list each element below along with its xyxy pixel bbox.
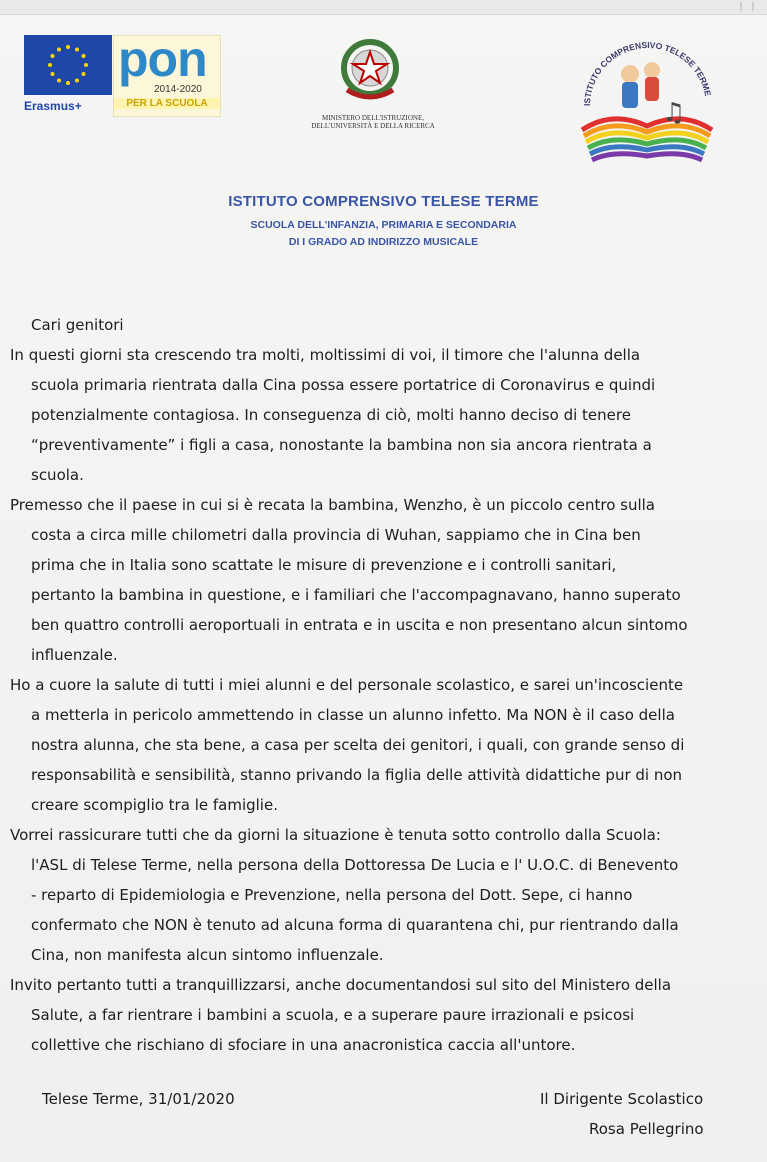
pon-label: pon [118, 31, 207, 87]
letter-line: a metterla in pericolo ammettendo in classe un alunno infetto. Ma NON è il caso della [31, 706, 675, 724]
top-toolbar-strip [0, 0, 767, 15]
salutation: Cari genitori [31, 316, 124, 334]
letter-line: - reparto di Epidemiologia e Prevenzione, nella persona del Dott. Sepe, ci hanno [31, 886, 633, 904]
pon-years: 2014-2020 [154, 84, 202, 95]
school-subtitle-1: SCUOLA DELL'INFANZIA, PRIMARIA E SECONDARIA [250, 219, 517, 231]
pon-scuola-label: PER LA SCUOLA [114, 98, 220, 109]
letter-line: influenzale. [31, 646, 118, 664]
letter-line: confermato che NON è tenuto ad alcuna forma di quarantena chi, pur rientrando dalla [31, 916, 679, 934]
letter-line: Premesso che il paese in cui si è recata la bambina, Wenzho, è un piccolo centro sulla [10, 496, 655, 514]
svg-text:♫: ♫ [662, 98, 686, 128]
letter-line: pertanto la bambina in questione, e i familiari che l'accompagnavano, hanno superato [31, 586, 681, 604]
svg-text:ISTITUTO COMPRENSIVO TELESE TE: ISTITUTO COMPRENSIVO TELESE TERME [581, 39, 714, 107]
letter-line: Invito pertanto tutti a tranquillizzarsi, anche documentandosi sul sito del Ministero della [10, 976, 672, 994]
place-date: Telese Terme, 31/01/2020 [42, 1090, 235, 1108]
italian-republic-emblem-icon [339, 38, 401, 108]
letter-line: prima che in Italia sono scattate le misure di prevenzione e i controlli sanitari, [31, 556, 617, 574]
letter-line: l'ASL di Telese Terme, nella persona della Dottoressa De Lucia e l' U.O.C. di Benevento [31, 856, 679, 874]
letter-line: scuola primaria rientrata dalla Cina possa essere portatrice di Coronavirus e quindi [31, 376, 656, 394]
school-title: ISTITUTO COMPRENSIVO TELESE TERME [228, 193, 539, 210]
letter-line: Salute, a far rientrare i bambini a scuola, e a superare paure irrazionali e psicosi [31, 1006, 635, 1024]
letter-line: costa a circa mille chilometri dalla provincia di Wuhan, sappiamo che in Cina ben [31, 526, 641, 544]
letter-line: Cina, non manifesta alcun sintomo influenzale. [31, 946, 384, 964]
pon-logo [113, 31, 221, 117]
signature-role: Il Dirigente Scolastico [540, 1090, 704, 1108]
letter-line: Vorrei rassicurare tutti che da giorni la situazione è tenuta sotto controllo dalla Scuola: [10, 826, 661, 844]
ministry-caption: MINISTERO DELL'ISTRUZIONE, DELL'UNIVERSITÀ E DELLA RICERCA [311, 114, 435, 130]
letter-line: responsabilità e sensibilità, stanno privando la figlia delle attività didattiche pur di non [31, 766, 683, 784]
letter-line: nostra alunna, che sta bene, a casa per scelta dei genitori, i quali, con grande senso di [31, 736, 685, 754]
school-logo-icon [572, 26, 722, 186]
letter-line: In questi giorni sta crescendo tra molti, moltissimi di voi, il timore che l'alunna della [10, 346, 641, 364]
school-subtitle-2: DI I GRADO AD INDIRIZZO MUSICALE [288, 236, 479, 248]
letter-line: potenzialmente contagiosa. In conseguenza di ciò, molti hanno deciso di tenere [31, 406, 631, 424]
letter-line: ben quattro controlli aeroportuali in entrata e in uscita e non presentano alcun sintomo [31, 616, 688, 634]
erasmus-label: Erasmus+ [24, 99, 82, 113]
eu-flag-logo [24, 35, 112, 95]
letter-line: creare scompiglio tra le famiglie. [31, 796, 278, 814]
letter-line: “preventivamente” i figli a casa, nonostante la bambina non sia ancora rientrata a [31, 436, 652, 454]
letter-line: scuola. [31, 466, 84, 484]
signature-name: Rosa Pellegrino [589, 1120, 704, 1138]
letter-line: Ho a cuore la salute di tutti i miei alunni e del personale scolastico, e sarei un'incosciente [10, 676, 684, 694]
letter-line: collettive che rischiano di sfociare in una anacronistica caccia all'untore. [31, 1036, 576, 1054]
